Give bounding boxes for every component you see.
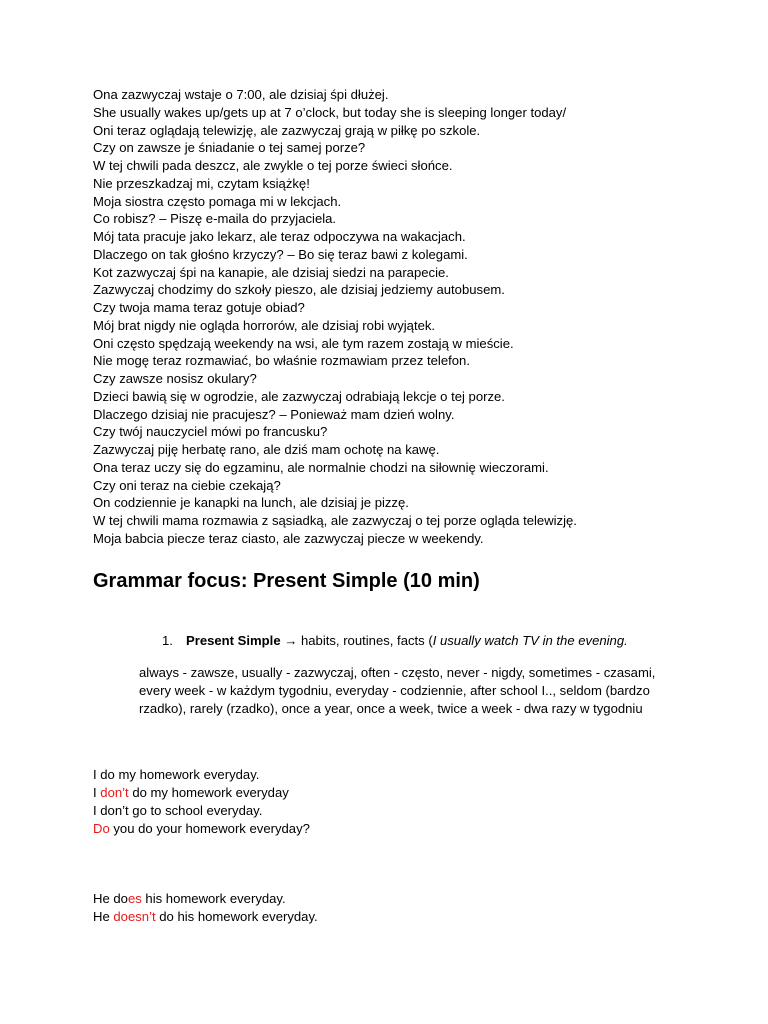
example-text: He	[93, 908, 114, 924]
example-line: I don’t go to school everyday.	[93, 802, 263, 818]
example-text: He do	[93, 891, 128, 906]
list-description: → habits, routines, facts (	[280, 633, 433, 648]
highlight-text: es	[127, 891, 142, 906]
sentence-line: W tej chwili pada deszcz, ale zwykle o tej porze świeci słońce.	[93, 158, 453, 173]
sentence-line: Nie przeszkadzaj mi, czytam książkę!	[93, 175, 310, 191]
sentence-line: Kot zazwyczaj śpi na kanapie, ale dzisiaj siedzi na parapecie.	[93, 264, 449, 280]
list-number: 1.	[162, 633, 173, 648]
highlight-text: Do	[93, 820, 110, 836]
sentence-line: Dzieci bawią się w ogrodzie, ale zazwyczaj odrabiają lekcje o tej porze.	[93, 388, 505, 404]
vocabulary-paragraph: always - zawsze, usually - zazwyczaj, often - często, never - nigdy, sometimes - czasami, every week - w każdym tygodniu, everyday - codziennie, after school I.., seldom (bardzo rzadko), rarely (rzadko), once a year, once a week, twice a week - dwa razy w tygodniu	[139, 665, 656, 716]
sentence-line: Co robisz? – Piszę e-maila do przyjaciela.	[93, 211, 337, 227]
sentence-line: Oni teraz oglądają telewizję, ale zazwyczaj grają w piłkę po szkole.	[93, 122, 481, 138]
sentence-line: Czy twój nauczyciel mówi po francusku?	[93, 424, 328, 440]
sentence-line: Dlaczego on tak głośno krzyczy? – Bo się teraz bawi z kolegami.	[93, 246, 468, 262]
example-line	[93, 820, 310, 838]
sentence-line: Ona zazwyczaj wstaje o 7:00, ale dzisiaj śpi dłużej.	[93, 87, 389, 102]
sentence-line: On codziennie je kanapki na lunch, ale dzisiaj je pizzę.	[93, 495, 409, 511]
sentence-line: Nie mogę teraz rozmawiać, bo właśnie rozmawiam przez telefon.	[93, 353, 470, 369]
example-text: you do your homework everyday?	[109, 820, 310, 836]
highlight-text: don’t	[100, 784, 129, 800]
sentence-line: Ona teraz uczy się do egzaminu, ale normalnie chodzi na siłownię wieczorami.	[93, 459, 549, 475]
sentence-line: W tej chwili mama rozmawia z sąsiadką, ale zazwyczaj o tej porze ogląda telewizję.	[93, 513, 577, 528]
sentence-line: Zazwyczaj chodzimy do szkoły pieszo, ale dzisiaj jedziemy autobusem.	[93, 282, 505, 298]
sentence-line: Moja siostra często pomaga mi w lekcjach.	[93, 193, 342, 209]
sentence-line: Moja babcia piecze teraz ciasto, ale zazwyczaj piecze w weekendy.	[93, 530, 484, 546]
highlight-text: doesn’t	[113, 908, 156, 924]
sentence-line: Dlaczego dzisiaj nie pracujesz? – Ponieważ mam dzień wolny.	[93, 406, 455, 422]
sentence-line: She usually wakes up/gets up at 7 o’clock, but today she is sleeping longer today/	[93, 104, 567, 120]
sentence-line: Czy on zawsze je śniadanie o tej samej porze?	[93, 140, 366, 156]
example-line	[93, 908, 318, 926]
example-text: do my homework everyday	[128, 784, 289, 800]
sentence-line: Czy zawsze nosisz okulary?	[93, 371, 257, 386]
section-heading: Grammar focus: Present Simple (10 min)	[93, 570, 480, 592]
sentence-line: Zazwyczaj piję herbatę rano, ale dziś mam ochotę na kawę.	[93, 442, 440, 457]
example-text: I	[93, 784, 101, 800]
example-text: do his homework everyday.	[155, 908, 318, 924]
example-sentences-i	[93, 766, 310, 838]
example-line	[93, 784, 310, 802]
sentence-line: Mój brat nigdy nie ogląda horrorów, ale dzisiaj robi wyjątek.	[93, 317, 436, 333]
sentence-line: Oni często spędzają weekendy na wsi, ale tym razem zostają w mieście.	[93, 335, 514, 351]
example-line: I do my homework everyday.	[93, 767, 260, 782]
sentence-line: Czy twoja mama teraz gotuje obiad?	[93, 300, 305, 315]
translation-sentences	[93, 86, 733, 548]
list-term: Present Simple	[186, 633, 281, 648]
sentence-line: Mój tata pracuje jako lekarz, ale teraz odpoczywa na wakacjach.	[93, 229, 466, 244]
list-example: I usually watch TV in the evening.	[432, 633, 628, 648]
sentence-line: Czy oni teraz na ciebie czekają?	[93, 477, 281, 493]
example-line	[93, 890, 318, 908]
example-sentences-he	[93, 890, 318, 926]
list-item	[162, 632, 628, 650]
example-text: his homework everyday.	[141, 891, 286, 906]
